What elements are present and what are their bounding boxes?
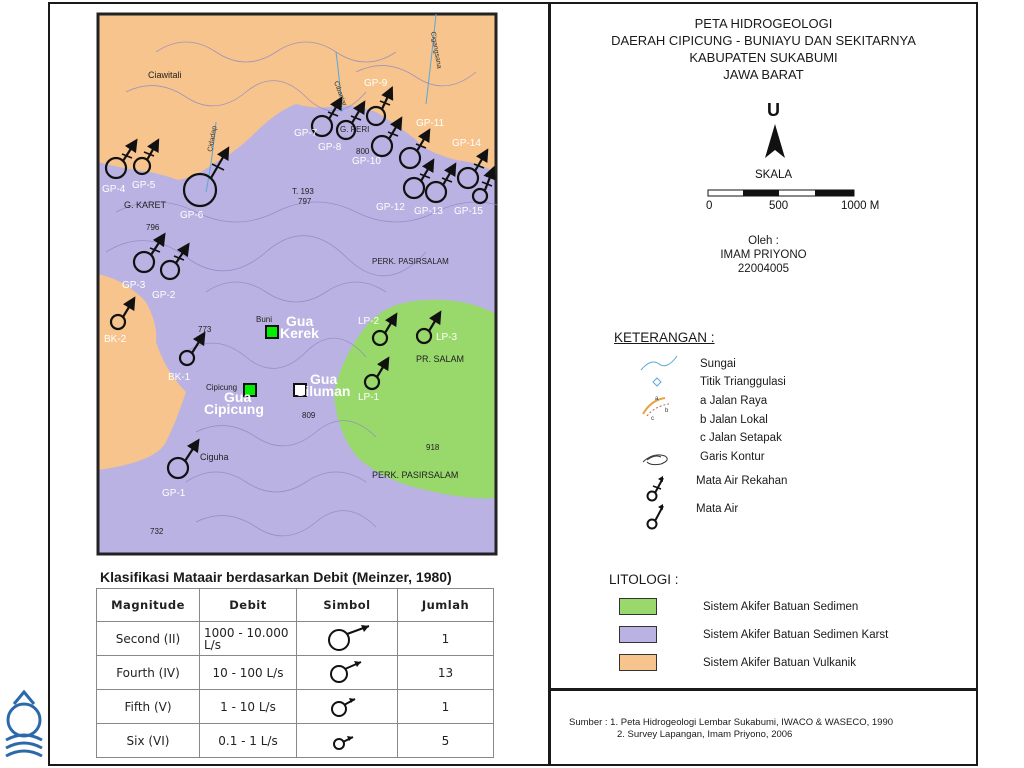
scale-bar xyxy=(707,188,857,200)
north-arrow-icon xyxy=(763,122,787,162)
swatch-vulkanik xyxy=(619,654,657,671)
author-by: Oleh : xyxy=(748,235,779,247)
author-id: 22004005 xyxy=(737,263,790,275)
label-gp9: GP-9 xyxy=(364,78,388,89)
header-magnitude: Magnitude xyxy=(97,589,200,622)
label-gp7: GP-7 xyxy=(294,128,318,139)
elevation-796: 796 xyxy=(146,223,160,232)
river-icon xyxy=(641,356,677,370)
scale-tick-500: 500 xyxy=(769,200,789,212)
north-label: U xyxy=(767,100,780,120)
label-gp12: GP-12 xyxy=(376,202,405,213)
label-gp2: GP-2 xyxy=(152,290,176,301)
map-title-line-3: KABUPATEN SUKABUMI xyxy=(689,50,838,65)
river-label-1: Cidadap xyxy=(207,125,219,153)
river-label-2: Cibanjar xyxy=(332,80,348,108)
legend-garis-kontur: Garis Kontur xyxy=(700,451,765,463)
cell-jumlah: 1 xyxy=(398,622,494,656)
classification-title: Klasifikasi Mataair berdasarkan Debit (Meinzer, 1980) xyxy=(100,569,452,585)
elevation-732: 732 xyxy=(150,527,164,536)
cave-kerek-label-2: Kerek xyxy=(280,325,319,341)
legend-mata-air-rekahan: Mata Air Rekahan xyxy=(696,475,788,487)
elevation-918: 918 xyxy=(426,443,440,452)
place-buni: Buni xyxy=(256,315,273,324)
label-gp3: GP-3 xyxy=(122,280,146,291)
spring-icon xyxy=(648,504,664,529)
place-cipicung: Cipicung xyxy=(206,383,238,392)
spring-size-tiny-icon xyxy=(317,724,377,754)
cell-symbol xyxy=(297,690,398,724)
cell-symbol xyxy=(297,656,398,690)
cell-jumlah: 5 xyxy=(398,724,494,758)
cell-magnitude: Second (II) xyxy=(97,622,200,656)
lithology-heading: LITOLOGI : xyxy=(609,572,679,587)
legend-panel xyxy=(551,4,976,688)
spring-size-large-icon xyxy=(317,622,377,652)
cell-debit: 10 - 100 L/s xyxy=(200,656,297,690)
legend-jalan-lokal: b Jalan Lokal xyxy=(700,414,768,426)
cave-cipicung-label-2: Cipicung xyxy=(204,401,264,417)
place-ciawitali: Ciawitali xyxy=(148,70,182,80)
hydrogeology-map xyxy=(96,12,498,556)
place-perk-pasirsalam-north: PERK. PASIRSALAM xyxy=(372,257,449,266)
table-row xyxy=(97,656,494,690)
river-label-3: Cigangsana xyxy=(429,31,443,70)
place-g-karet: G. KARET xyxy=(124,200,167,210)
cave-cipicung-label-1: Gua xyxy=(224,389,252,405)
label-gp14: GP-14 xyxy=(452,138,481,149)
place-g-peri: G. PERI xyxy=(340,125,370,134)
spring-classification-table xyxy=(96,588,494,758)
label-gp4: GP-4 xyxy=(102,184,126,195)
cave-kerek-marker xyxy=(266,326,278,338)
header-debit: Debit xyxy=(200,589,297,622)
cell-jumlah: 13 xyxy=(398,656,494,690)
label-lp3: LP-3 xyxy=(436,332,458,343)
place-perk-pasirsalam-south: PERK. PASIRSALAM xyxy=(372,470,459,480)
legend-titik-trianggulasi: Titik Trianggulasi xyxy=(700,376,786,388)
legend-jalan-raya: a Jalan Raya xyxy=(700,395,768,407)
label-gp15: GP-15 xyxy=(454,206,483,217)
road-letter-b: b xyxy=(665,408,669,414)
elevation-800: 800 xyxy=(356,147,370,156)
cell-magnitude: Fourth (IV) xyxy=(97,656,200,690)
elevation-773: 773 xyxy=(198,325,212,334)
table-row xyxy=(97,724,494,758)
table-row xyxy=(97,690,494,724)
legend-sungai: Sungai xyxy=(700,358,736,370)
source-line-2: 2. Survey Lapangan, Imam Priyono, 2006 xyxy=(617,729,793,740)
cell-magnitude: Fifth (V) xyxy=(97,690,200,724)
place-pr-salam: PR. SALAM xyxy=(416,354,465,364)
label-bk2: BK-2 xyxy=(104,334,127,345)
institution-logo xyxy=(0,684,48,764)
source-line-1: Sumber : 1. Peta Hidrogeologi Lembar Sukabumi, IWACO & WASECO, 1990 xyxy=(569,717,894,728)
lithology-sedimen: Sistem Akifer Batuan Sedimen xyxy=(703,601,859,613)
label-lp2: LP-2 xyxy=(358,316,380,327)
cell-debit: 1 - 10 L/s xyxy=(200,690,297,724)
header-simbol: Simbol xyxy=(297,589,398,622)
legend-jalan-setapak: c Jalan Setapak xyxy=(700,432,782,444)
table-header-row xyxy=(97,589,494,622)
table-row xyxy=(97,622,494,656)
swatch-karst xyxy=(619,626,657,643)
cell-symbol xyxy=(297,724,398,758)
label-lp1: LP-1 xyxy=(358,392,380,403)
legend-symbols xyxy=(639,354,679,534)
road-letter-a: a xyxy=(655,396,659,402)
elevation-797: 797 xyxy=(298,197,312,206)
swatch-sedimen xyxy=(619,598,657,615)
trig-point-t193: T. 193 xyxy=(292,187,314,196)
scale-tick-1000: 1000 M xyxy=(841,200,880,212)
cell-magnitude: Six (VI) xyxy=(97,724,200,758)
label-gp11: GP-11 xyxy=(416,118,445,129)
label-gp13: GP-13 xyxy=(414,206,443,217)
map-title-line-1: PETA HIDROGEOLOGI xyxy=(694,16,833,31)
cave-siluman-label-2: Siluman xyxy=(296,383,351,399)
map-title-line-2: DAERAH CIPICUNG - BUNIAYU DAN SEKITARNYA xyxy=(611,33,916,48)
triangulation-icon xyxy=(653,378,661,386)
cell-jumlah: 1 xyxy=(398,690,494,724)
label-gp8: GP-8 xyxy=(318,142,342,153)
lithology-karst: Sistem Akifer Batuan Sedimen Karst xyxy=(703,629,889,641)
legend-heading: KETERANGAN : xyxy=(614,330,715,345)
source-panel xyxy=(551,688,976,767)
spring-size-medium-icon xyxy=(317,656,377,686)
cave-kerek-label-1: Gua xyxy=(286,313,314,329)
scale-tick-0: 0 xyxy=(706,200,713,212)
label-bk1: BK-1 xyxy=(168,372,191,383)
header-jumlah: Jumlah xyxy=(398,589,494,622)
spring-size-small-icon xyxy=(317,690,377,720)
label-gp5: GP-5 xyxy=(132,180,156,191)
author-name: IMAM PRIYONO xyxy=(720,249,807,261)
fracture-spring-icon xyxy=(648,476,664,501)
map-title-line-4: JAWA BARAT xyxy=(723,67,804,82)
legend-mata-air: Mata Air xyxy=(696,503,739,515)
elevation-809: 809 xyxy=(302,411,316,420)
label-gp6: GP-6 xyxy=(180,210,204,221)
cell-symbol xyxy=(297,622,398,656)
road-letter-c: c xyxy=(651,416,654,422)
cell-debit: 0.1 - 1 L/s xyxy=(200,724,297,758)
contour-icon xyxy=(643,455,667,465)
label-gp10: GP-10 xyxy=(352,156,381,167)
place-ciguha: Ciguha xyxy=(200,452,229,462)
scale-label: SKALA xyxy=(755,169,793,181)
lithology-vulkanik: Sistem Akifer Batuan Vulkanik xyxy=(703,657,856,669)
cave-siluman-label-1: Gua xyxy=(310,371,338,387)
cell-debit: 1000 - 10.000 L/s xyxy=(200,622,297,656)
label-gp1: GP-1 xyxy=(162,488,186,499)
